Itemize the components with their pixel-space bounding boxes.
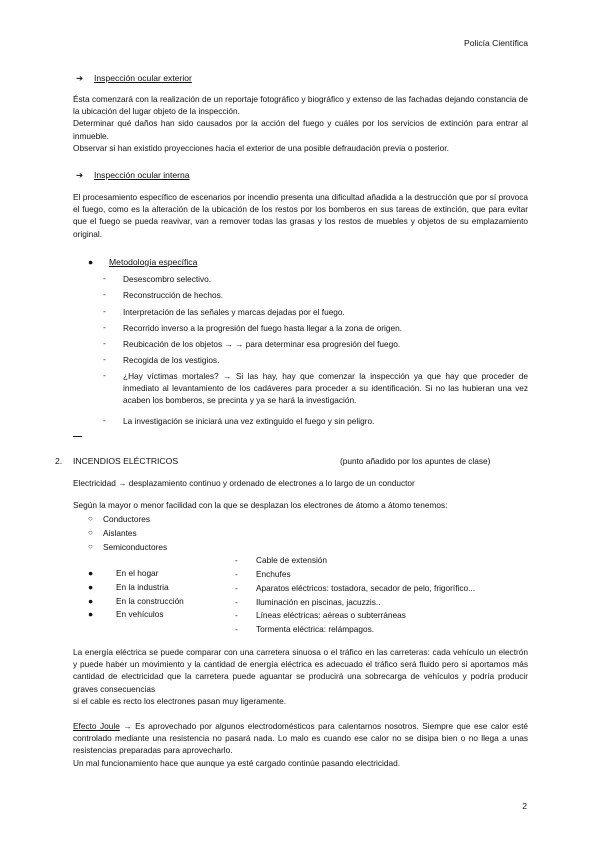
malfunction-text: Un mal funcionamiento hace que aunque ya esté cargado continúe pasando electricidad. <box>73 757 401 768</box>
material-item: Aislantes <box>103 528 137 538</box>
material-item: Conductores <box>103 514 151 524</box>
place-item: En la construcción <box>116 596 184 606</box>
source-item: Cable de extensión <box>256 555 328 565</box>
method-item: Recogida de los vestigios. <box>123 355 220 365</box>
method-item: Interpretación de las señales y marcas dejadas por el fuego. <box>123 307 345 317</box>
bullet-icon: ● <box>88 568 94 578</box>
place-item: En la industria <box>116 582 169 592</box>
bullet-icon: ● <box>88 257 94 267</box>
exterior-paragraph: Determinar qué daños han sido causados por la acción del fuego y cuáles por los servicios de extinción para entrar al inmueble. <box>73 118 528 141</box>
dash-marker: - <box>103 370 106 380</box>
dash-marker: - <box>235 569 238 579</box>
method-item: Reconstrucción de hechos. <box>123 290 224 300</box>
method-item: La investigación se iniciará una vez extinguido el fuego y sin peligro. <box>123 416 375 426</box>
page-number: 2 <box>522 801 527 811</box>
dash-marker: - <box>235 597 238 607</box>
circle-bullet-icon: ○ <box>88 542 93 551</box>
source-item: Aparatos eléctricos: tostadora, secador de pelo, frigorífico... <box>256 583 476 593</box>
dash-marker: - <box>103 338 106 348</box>
method-item: Desescombro selectivo. <box>123 274 212 284</box>
joule-text: → Es aprovechado por algunos electrodomésticos para calentarnos nosotros. Siempre que ese calor esté controlado mediante una resistencia no pasará nada. Lo malo es cuando ese calor no se disipa bien o no llega a unas resistencias preparadas para aprovecharlo. <box>73 721 528 756</box>
dash-marker: - <box>103 322 106 332</box>
source-item: Tormenta eléctrica: relámpagos. <box>256 624 375 634</box>
joule-line <box>73 720 528 757</box>
heading-exterior: Inspección ocular exterior <box>94 73 192 83</box>
source-item: Líneas eléctricas: aéreas o subterráneas <box>256 610 406 620</box>
bullet-icon: ● <box>88 582 94 592</box>
bullet-icon: ● <box>88 596 94 606</box>
analogy-text <box>73 646 528 707</box>
exterior-paragraph: Observar si han existido proyecciones hacia el exterior de una posible defraudación previa o posterior. <box>73 142 449 153</box>
heading-metodologia: Metodología específica <box>109 257 198 267</box>
dash-marker: - <box>103 289 106 299</box>
material-item: Semiconductores <box>103 542 168 552</box>
dash-marker: - <box>235 555 238 565</box>
dash-marker: - <box>103 273 106 283</box>
dash-marker: - <box>235 624 238 634</box>
source-item: Enchufes <box>256 569 291 579</box>
exterior-text <box>73 93 528 154</box>
separator-line <box>73 436 82 437</box>
method-item: Reubicación de los objetos → → para determinar esa progresión del fuego. <box>123 339 401 349</box>
dash-marker: - <box>103 306 106 316</box>
place-item: En el hogar <box>116 568 159 578</box>
circle-bullet-icon: ○ <box>88 514 93 523</box>
dash-marker: - <box>235 583 238 593</box>
section-number: 2. <box>55 456 63 466</box>
analogy-paragraph: La energía eléctrica se puede comparar con una carretera sinuosa o el tráfico en las carreteras: cada vehículo un electrón y puede haber un movimiento y la cantidad de energía eléctrica es adecuado el tráfico será fluido pero si aportamos más cantidad de electricidad que la carretera puede aguantar se producirá una sobrecarga de vehículos y podría producir graves consecuencias <box>73 647 528 694</box>
joule-term: Efecto Joule <box>73 721 120 731</box>
joule-paragraph <box>73 720 528 769</box>
dash-marker: - <box>103 415 106 425</box>
circle-bullet-icon: ○ <box>88 528 93 537</box>
materials-intro: Según la mayor o menor facilidad con la que se desplazan los electrones de átomo a átomo tenemos: <box>73 500 448 510</box>
heading-interna: Inspección ocular interna <box>94 170 190 180</box>
bullet-icon: ● <box>88 609 94 619</box>
analogy-paragraph: si el cable es recto los electrones pasan muy ligeramente. <box>73 695 287 706</box>
dash-marker: - <box>103 354 106 364</box>
interna-paragraph: El procesamiento específico de escenarios por incendio presenta una dificultad añadida a la destrucción que por sí provoca el fuego, como es la alteración de la ubicación de los restos por los bomberos en sus tareas de extinción, que para evitar que el fuego se pueda reavivar, van a remover todas las grasas y los restos de muebles y objetos de su emplazamiento original. <box>73 192 528 239</box>
section-note: (punto añadido por los apuntes de clase) <box>340 456 491 466</box>
source-item: Iluminación en piscinas, jacuzzis.. <box>256 597 381 607</box>
arrow-icon: ➔ <box>76 73 84 83</box>
electricity-definition: Electricidad → desplazamiento continuo y ordenado de electrones a lo largo de un conductor <box>73 478 415 488</box>
page-header: Policía Científica <box>463 38 528 48</box>
dash-marker: - <box>235 610 238 620</box>
method-item: ¿Hay víctimas mortales? → Si las hay, hay que comenzar la inspección ya que hay que proceder de inmediato al levantamiento de los cadáveres para proceder a su identificación. Si no las hubieran una vez acaben los bomberos, se precinta y ya se hará la investigación. <box>123 371 528 406</box>
place-item: En vehículos <box>116 609 164 619</box>
arrow-icon: ➔ <box>76 170 84 180</box>
exterior-paragraph: Ésta comenzará con la realización de un reportaje fotográfico y biográfico y extenso de las fachadas dejando constancia de la ubicación del lugar objeto de la inspección. <box>73 94 528 117</box>
method-item: Recorrido inverso a la progresión del fuego hasta llegar a la zona de origen. <box>123 323 403 333</box>
heading-electricos: INCENDIOS ELÉCTRICOS <box>73 456 179 466</box>
